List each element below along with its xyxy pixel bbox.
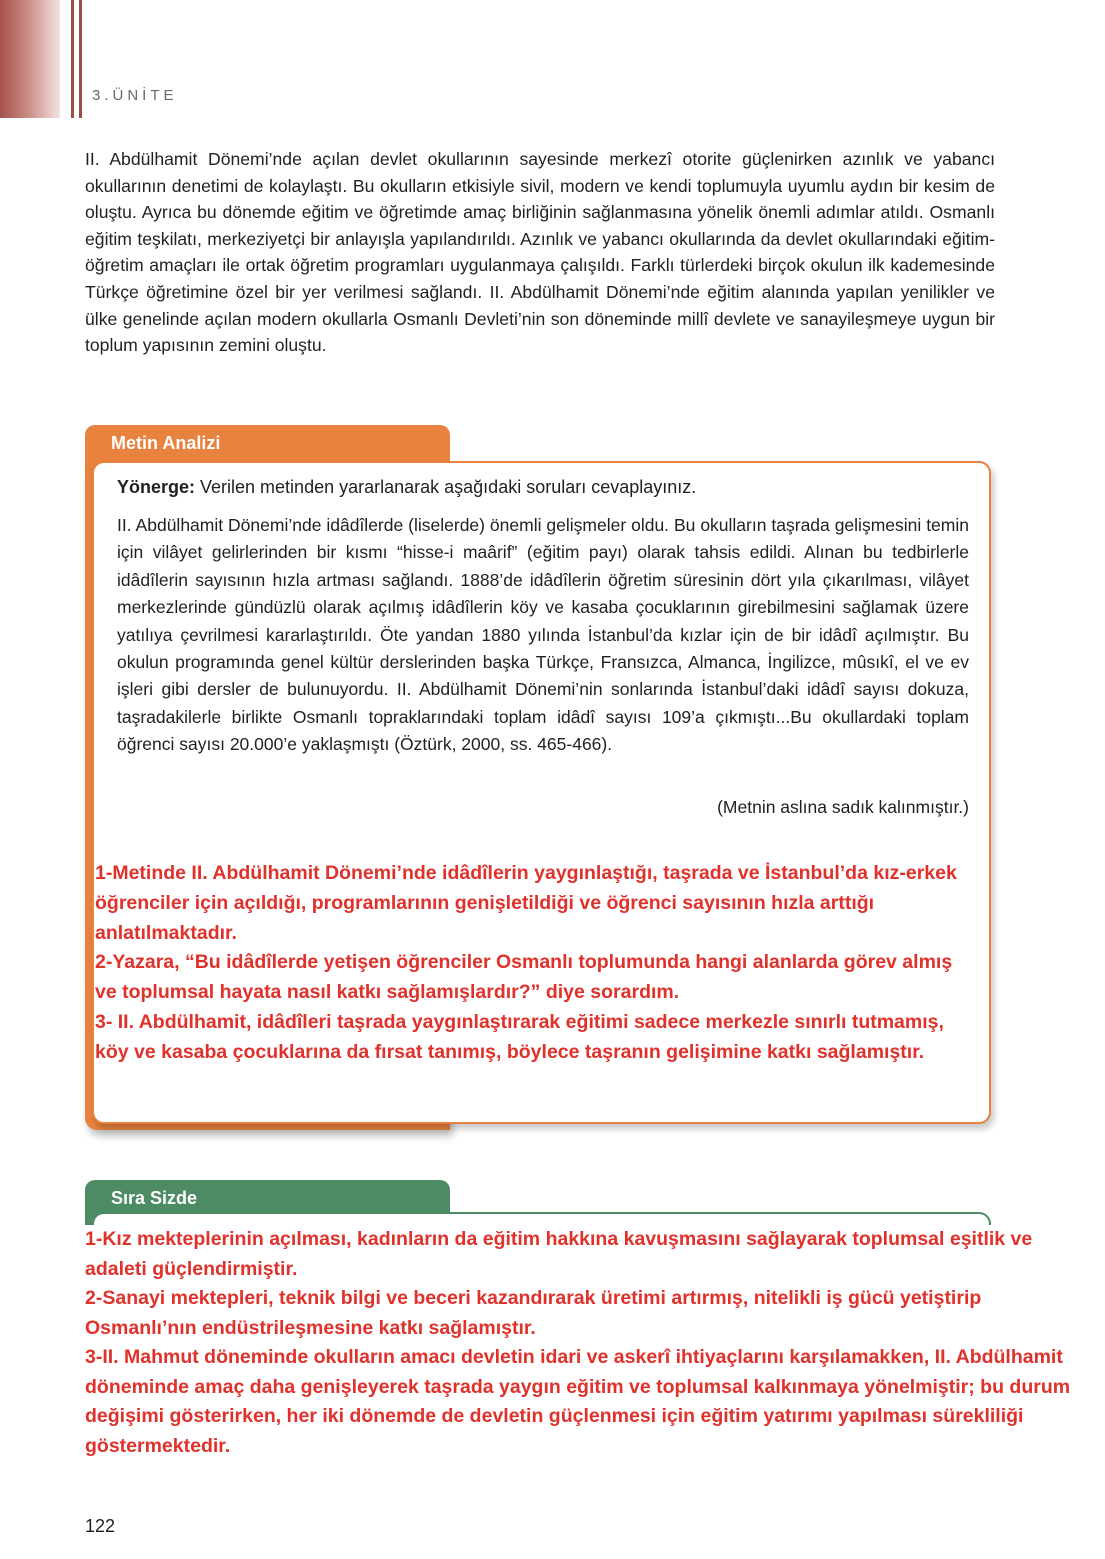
header-rule-left (71, 0, 74, 118)
metin-analizi-answers (95, 859, 975, 1068)
answer-item: 1-Metinde II. Abdülhamit Dönemi’nde idâdîlerin yaygınlaştığı, taşrada ve İstanbul’da kız-erkek öğrenciler için açıldığı, programlarının genişletildiği ve öğrenci sayısının hızla arttığı anlatılmaktadır. (95, 862, 957, 944)
answer-item: 3-II. Mahmut döneminde okulların amacı devletin idari ve askerî ihtiyaçlarını karşılamakken, II. Abdülhamit döneminde amaç daha genişleyerek taşrada yaygın eğitim ve toplumsal kalkınmaya yönelmiştir; bu durum değişimi gösterirken, her iki dönemde de devletin güçlenmesi için eğitim yatırımı yapılması sürekliliği göstermektedir. (85, 1346, 1071, 1457)
unit-label: 3.ÜNİTE (92, 87, 178, 104)
directive-text: Verilen metinden yararlanarak aşağıdaki soruları cevaplayınız. (195, 477, 697, 497)
answer-item: 2-Sanayi mektepleri, teknik bilgi ve beceri kazandırarak üretimi artırmış, nitelikli iş gücü yetiştirip Osmanlı’nın endüstrileşmesine katkı sağlamıştır. (85, 1287, 982, 1339)
directive-label: Yönerge: (117, 477, 196, 497)
intro-paragraph: II. Abdülhamit Dönemi’nde açılan devlet okullarının sayesinde merkezî otorite güçlenirken azınlık ve yabancı okullarının denetimi de kolaylaştı. Bu okulların etkisiyle sivil, modern ve kendi toplumuyla uyumlu aydın bir kesim de oluştu. Ayrıca bu dönemde eğitim ve öğretimde amaç birliğinin sağlanmasına yönelik önemli adımlar atıldı. Osmanlı eğitim teşkilatı, merkeziyetçi bir anlayışla yapılandırıldı. Azınlık ve yabancı okullarında da devlet okullarındaki eğitim-öğretim amaçları ile ortak öğretim programları uygulanmaya çalışıldı. Farklı türlerdeki birçok okulun ilk kademesinde Türkçe öğretimine özel bir yer verilmesi sağlandı. II. Abdülhamit Dönemi’nde eğitim alanında yapılan yenilikler ve ülke genelinde açılan modern okullarla Osmanlı Devleti’nin son döneminde millî devlete ve sanayileşmeye uygun bir toplum yapısının zemini oluştu. (85, 149, 995, 356)
header-rule-right (79, 0, 82, 118)
page-number: 122 (85, 1516, 116, 1536)
sira-sizde-answers (85, 1225, 1095, 1461)
corner-decoration (0, 0, 60, 118)
passage-note: (Metnin aslına sadık kalınmıştır.) (717, 797, 969, 817)
source-passage: II. Abdülhamit Dönemi’nde idâdîlerde (liselerde) önemli gelişmeler oldu. Bu okulların taşrada gelişmesini temin için vilâyet gelirlerinden bir kısmı “hisse-i maârif” (eğitim payı) olarak tahsis edildi. Alınan bu tedbirlerle idâdîlerin sayısının hızla artması sağlandı. 1888’de idâdîlerin öğretim süresinin dört yıla çıkarılması, vilâyet merkezlerinde gündüzlü olarak açılmış idâdîlerin köy ve kasaba çocuklarının girebilmesini sağlamak üzere yatılıya çevrilmesi kararlaştırıldı. Öte yandan 1880 yılında İstanbul’da kızlar için de bir idâdî açılmıştır. Bu okulun programında genel kültür derslerinden başka Türkçe, Fransızca, Almanca, İngilizce, mûsıkî, el ve ev işleri gibi dersler de bulunuyordu. II. Abdülhamit Dönemi’nin sonlarında İstanbul’daki idâdî sayısı dokuza, taşradakilerle birlikte Osmanlı topraklarındaki toplam idâdî sayısı 109’a çıkmıştı...Bu okullardaki toplam öğrenci sayısı 20.000’e yaklaşmıştı (Öztürk, 2000, ss. 465-466). (117, 515, 969, 755)
answer-item: 2-Yazara, “Bu idâdîlerde yetişen öğrenciler Osmanlı toplumunda hangi alanlarda görev almış ve toplumsal hayata nasıl katkı sağlamışlardır?” diye sorardım. (95, 951, 953, 1004)
sira-sizde-title: Sıra Sizde (111, 1188, 198, 1208)
answer-item: 1-Kız mekteplerinin açılması, kadınların da eğitim hakkına kavuşmasını sağlayarak toplumsal eşitlik ve adaleti güçlendirmiştir. (85, 1228, 1033, 1280)
metin-analizi-title: Metin Analizi (111, 433, 221, 453)
answer-item: 3- II. Abdülhamit, idâdîleri taşrada yaygınlaştırarak eğitimi sadece merkezle sınırlı tutmamış, köy ve kasaba çocuklarına da fırsat tanımış, böylece taşranın gelişimine katkı sağlamıştır. (95, 1010, 944, 1063)
directive (117, 475, 977, 499)
